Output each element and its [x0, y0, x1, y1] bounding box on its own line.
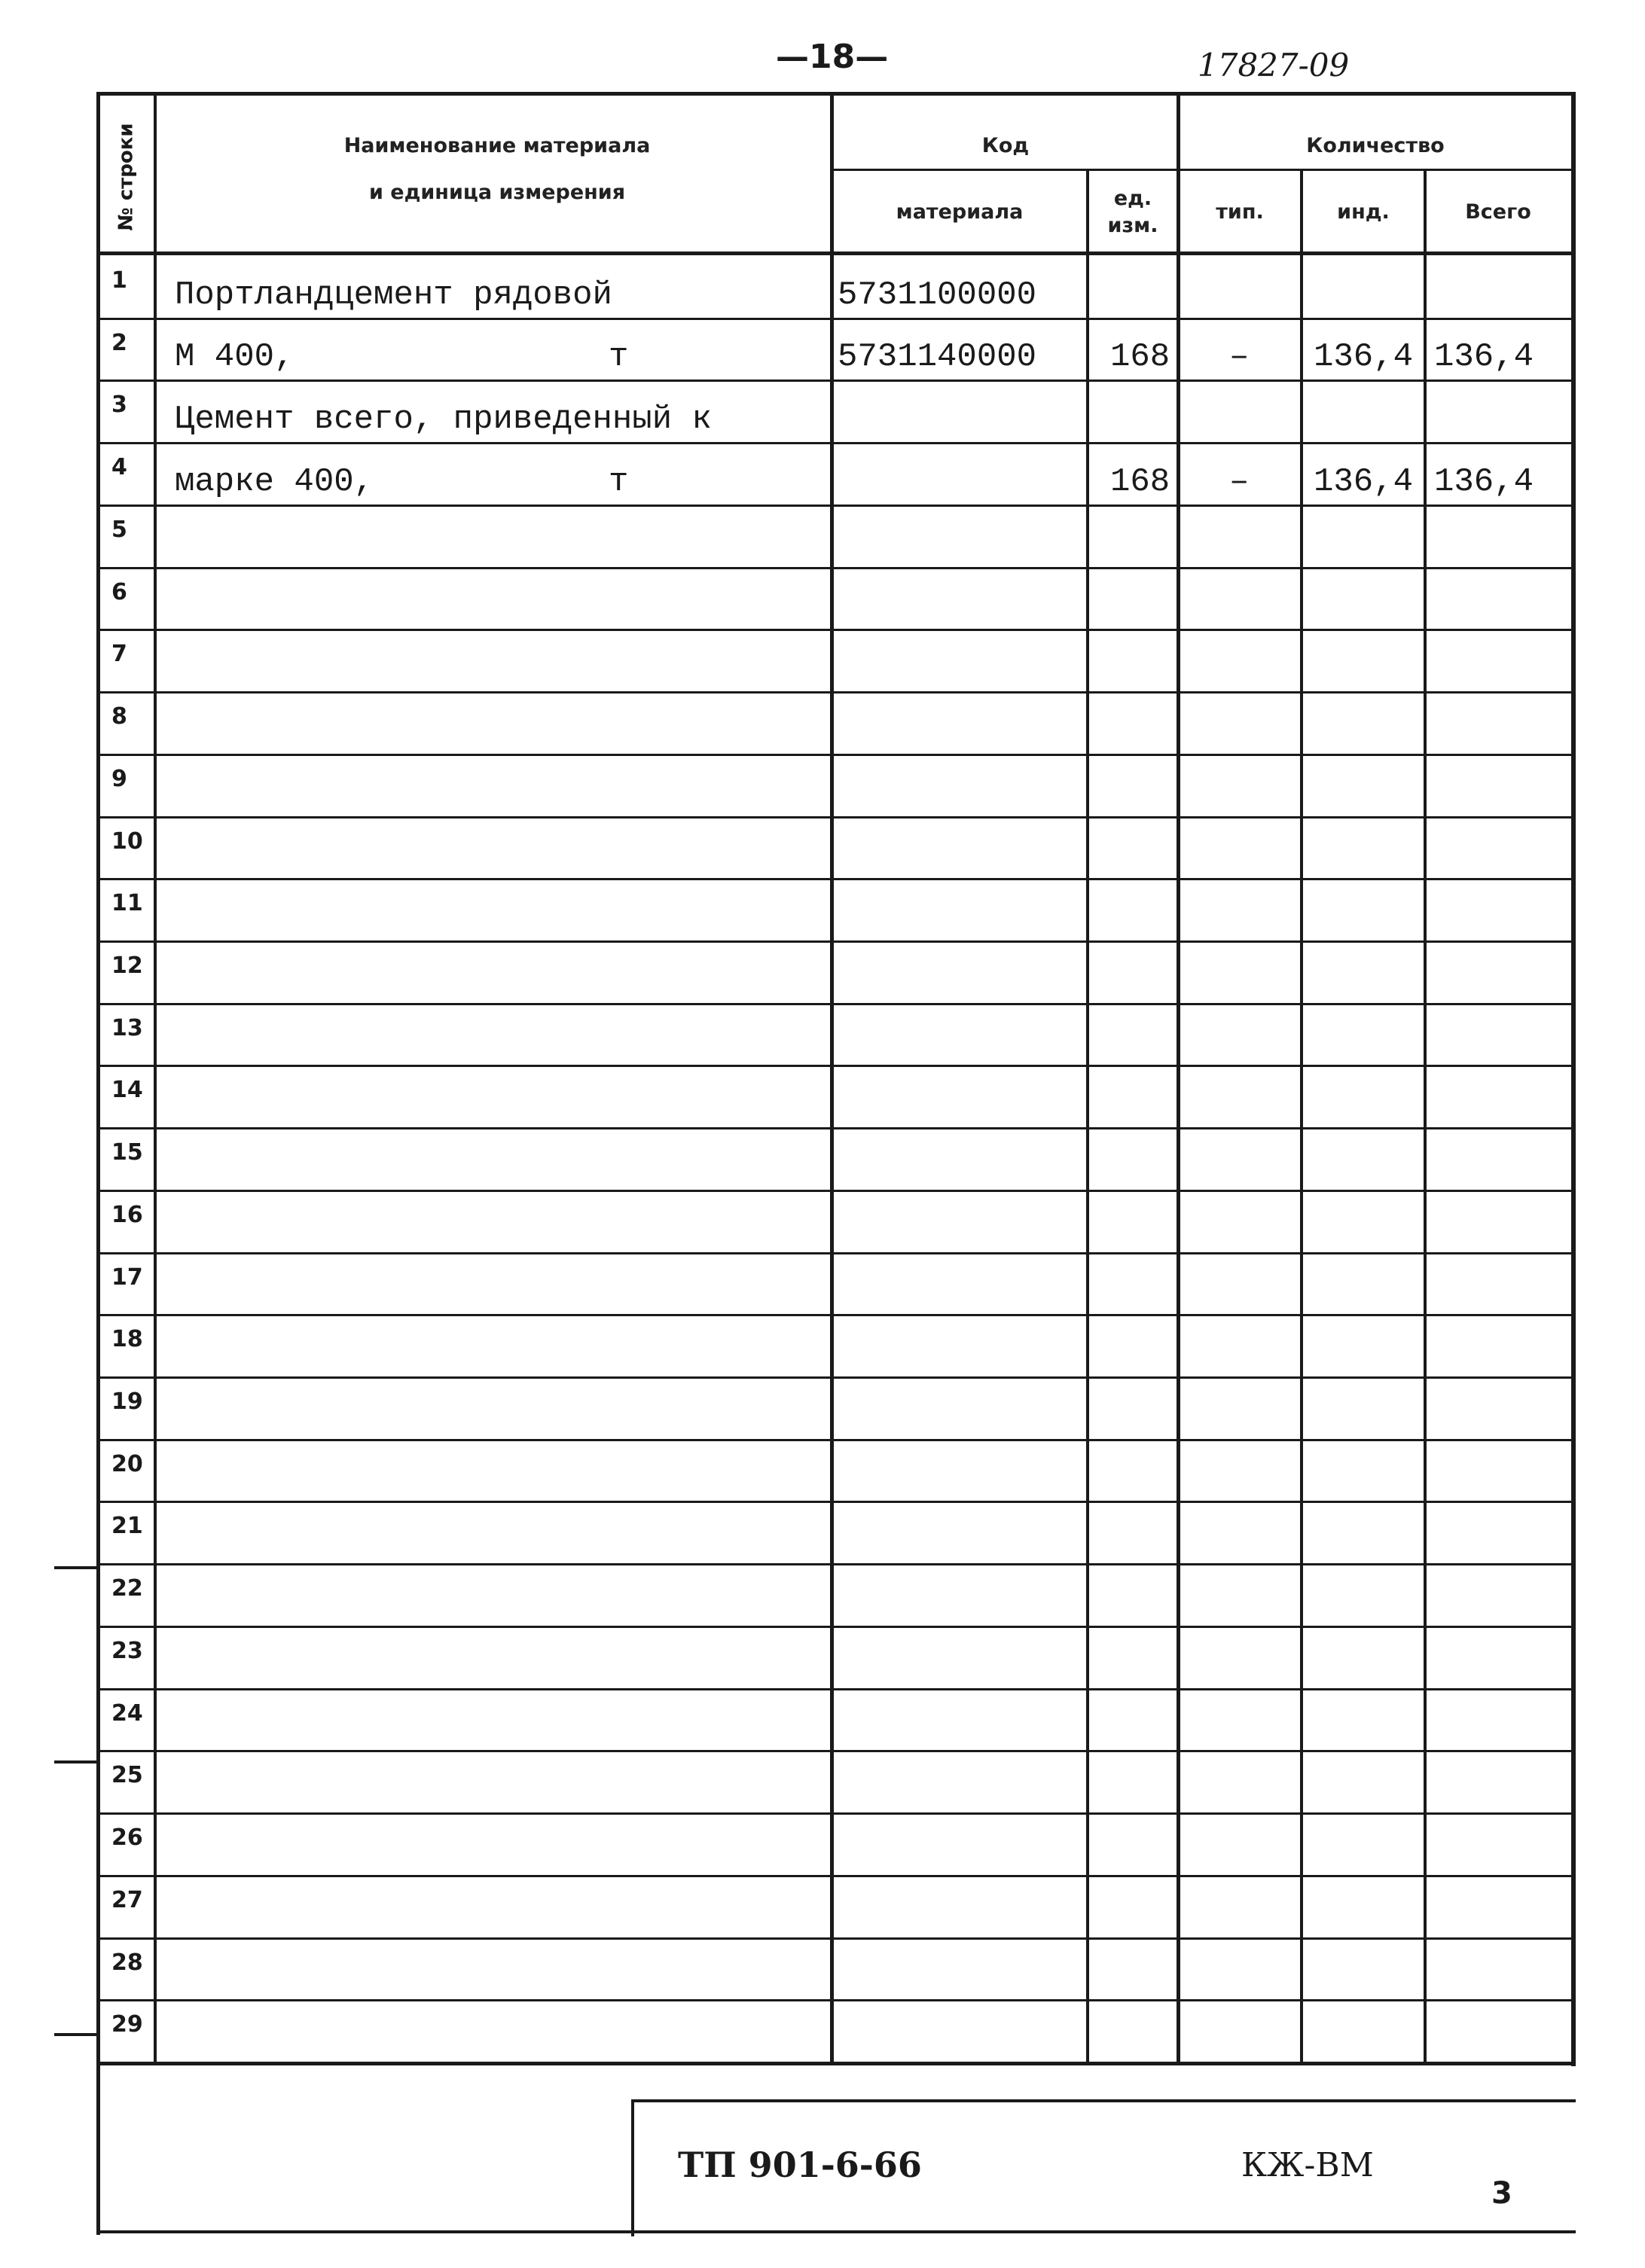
column-divider-typical — [1300, 169, 1303, 2065]
row-number: 4 — [111, 454, 127, 480]
row-divider — [96, 629, 1574, 631]
margin-tick — [54, 1760, 98, 1763]
row-number: 27 — [111, 1887, 143, 1913]
row-divider — [96, 1750, 1574, 1752]
row-divider — [96, 878, 1574, 880]
row-divider — [96, 1501, 1574, 1503]
row-divider — [96, 380, 1574, 382]
header-code-material: материала — [896, 200, 1024, 224]
row-divider — [96, 318, 1574, 320]
header-code-group: Код — [981, 134, 1030, 157]
row-material-name: Портландцемент рядовой — [175, 276, 612, 314]
row-number: 17 — [111, 1264, 143, 1291]
row-number: 9 — [111, 766, 127, 792]
header-name-line2: и единица измерения — [368, 181, 626, 204]
header-quantity-group: Количество — [1306, 134, 1445, 157]
margin-tick — [54, 2033, 98, 2036]
row-divider — [96, 1812, 1574, 1815]
row-unit: т — [609, 463, 629, 501]
column-divider-name — [830, 92, 834, 2065]
header-code-unit-line1: ед. — [1113, 187, 1152, 210]
row-number: 24 — [111, 1700, 143, 1727]
row-number: 28 — [111, 1949, 143, 1976]
header-name-line1: Наименование материала — [343, 134, 651, 157]
row-material-name: Цемент всего, приведенный к — [175, 401, 712, 438]
row-divider — [96, 1688, 1574, 1690]
row-number: 14 — [111, 1077, 143, 1103]
row-number: 25 — [111, 1762, 143, 1788]
header-quantity-individual: инд. — [1337, 200, 1390, 224]
row-number: 1 — [111, 267, 127, 294]
column-divider-unit — [1177, 92, 1180, 2065]
row-number: 29 — [111, 2011, 143, 2038]
row-unit: т — [609, 338, 629, 376]
row-quantity-total: 136,4 — [1434, 463, 1534, 501]
row-divider — [96, 567, 1574, 569]
row-divider — [96, 1439, 1574, 1441]
stamp-top-line — [631, 2099, 1576, 2102]
row-material-code: 5731100000 — [838, 276, 1037, 314]
row-divider — [96, 1065, 1574, 1067]
margin-tick — [54, 1566, 98, 1569]
row-divider — [96, 691, 1574, 694]
row-divider — [96, 1003, 1574, 1005]
row-divider — [96, 816, 1574, 818]
row-divider — [96, 1999, 1574, 2001]
row-divider — [96, 442, 1574, 444]
row-number: 7 — [111, 641, 127, 667]
header-bottom-line — [96, 251, 1574, 255]
row-number: 26 — [111, 1824, 143, 1851]
row-divider — [96, 1563, 1574, 1565]
header-divider-group — [833, 169, 1571, 171]
page-number: —18— — [776, 38, 889, 76]
row-divider — [96, 1127, 1574, 1129]
column-divider-individual — [1424, 169, 1427, 2065]
row-number: 16 — [111, 1202, 143, 1228]
row-number: 13 — [111, 1015, 143, 1041]
sheet-number: 3 — [1491, 2176, 1512, 2211]
row-material-name: марке 400, — [175, 463, 374, 501]
row-number: 10 — [111, 828, 143, 855]
table-right-border — [1571, 92, 1576, 2066]
row-number: 11 — [111, 890, 143, 916]
stamp-code: КЖ-ВМ — [1241, 2146, 1374, 2184]
row-quantity-typical: – — [1229, 463, 1250, 501]
row-divider — [96, 1937, 1574, 1940]
document-reference: 17827-09 — [1198, 47, 1350, 84]
column-divider-number — [154, 92, 157, 2065]
row-divider — [96, 1875, 1574, 1877]
row-number: 5 — [111, 517, 127, 543]
row-divider — [96, 754, 1574, 756]
row-unit-code: 168 — [1110, 338, 1170, 376]
row-number: 2 — [111, 330, 127, 356]
row-quantity-total: 136,4 — [1434, 338, 1534, 376]
row-divider — [96, 1376, 1574, 1379]
row-number: 6 — [111, 579, 127, 605]
row-material-name: М 400, — [175, 338, 295, 376]
row-quantity-individual: 136,4 — [1314, 338, 1414, 376]
row-quantity-individual: 136,4 — [1314, 463, 1414, 501]
header-row-number: № строки — [115, 123, 138, 231]
row-divider — [96, 940, 1574, 943]
stamp-designation: ТП 901-6-66 — [678, 2145, 922, 2185]
header-quantity-total: Всего — [1465, 200, 1531, 224]
row-divider — [96, 505, 1574, 507]
row-number: 8 — [111, 703, 127, 730]
row-number: 20 — [111, 1451, 143, 1477]
row-number: 23 — [111, 1638, 143, 1664]
row-number: 3 — [111, 392, 127, 418]
column-divider-code — [1086, 169, 1089, 2065]
row-divider — [96, 1626, 1574, 1628]
row-material-code: 5731140000 — [838, 338, 1037, 376]
stamp-left-line — [631, 2101, 634, 2236]
row-number: 22 — [111, 1575, 143, 1602]
row-divider — [96, 1252, 1574, 1254]
table-bottom-border — [96, 2062, 1576, 2065]
row-unit-code: 168 — [1110, 463, 1170, 501]
row-divider — [96, 1190, 1574, 1192]
header-code-unit-line2: изм. — [1107, 214, 1158, 237]
row-quantity-typical: – — [1229, 338, 1250, 376]
row-number: 15 — [111, 1139, 143, 1166]
row-number: 18 — [111, 1326, 143, 1352]
stamp-bottom-line — [96, 2230, 1576, 2233]
row-divider — [96, 1314, 1574, 1316]
header-quantity-typical: тип. — [1216, 200, 1264, 224]
row-number: 21 — [111, 1513, 143, 1539]
row-number: 12 — [111, 953, 143, 979]
row-number: 19 — [111, 1389, 143, 1415]
